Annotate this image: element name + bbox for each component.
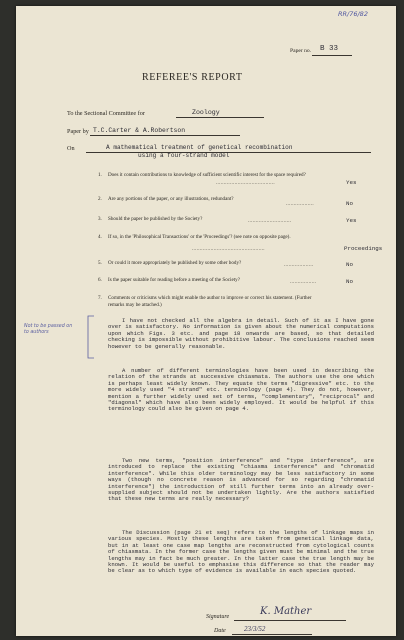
signature-label: Signature bbox=[206, 614, 230, 620]
paper-number-label: Paper no. bbox=[290, 48, 312, 54]
signature-value: K. Mather bbox=[260, 606, 312, 617]
answer-6: No bbox=[346, 278, 353, 285]
answer-4: Proceedings bbox=[344, 245, 383, 252]
question-4: 4. If so, in the 'Philosophical Transactions' or the 'Proceedings'? (see note on opposite page). bbox=[98, 234, 291, 240]
comment-paragraph-3: Two new terms, "position interference" and "type interference", are introduced to replace the existing "chiasma interference" and "chromatid interference". While this older terminology may be less satisfactory in some ways (though no concrete reason is advanced for so regarding "chromatid interference") the introduction of still further terms into an already over-supplied subject should not be undertaken lightly. Are the authors satisfied that these new terms are really necessary? bbox=[108, 457, 374, 503]
paper-title-line2: using a four-strand model bbox=[138, 152, 230, 159]
committee-value: Zoology bbox=[192, 109, 220, 116]
comment-paragraph-1: I have not checked all the algebra in detail. Such of it as I have gone over is satisfactory. No information is given about the numerical computations upon which Figs. 3 etc. and page 18 onwards are based, so that detailed checking is impossible without prohibitive labour. The conclusions reached seem however to be generally reasonable. bbox=[108, 317, 374, 350]
question-3: 3. Should the paper be published by the Society? bbox=[98, 216, 203, 222]
question-5: 5. Or could it more appropriately be published by some other body? bbox=[98, 260, 242, 266]
paper-title-line1: A mathematical treatment of genetical recombination bbox=[106, 144, 293, 151]
comment-paragraph-4: The Discussion (page 21 et seq) refers to the lengths of linkage maps in various species. Mostly these lengths are taken from genetical linkage data, but in at least one case map lengths are reconstructed from cytological counts of chiasmata. In the former case the lengths given must be minimal and the true lengths may in fact be much greater. In the latter case the true length may be known. It would be useful to emphasise this difference so that the reader may be clear as to which type of evidence is available in each species quoted. bbox=[108, 529, 374, 575]
paper-by-label: Paper by bbox=[67, 128, 89, 135]
date-value: 23/3/52 bbox=[244, 625, 266, 633]
report-page: RR/76/82 Paper no. B 33 REFEREE'S REPORT To the Sectional Committee for Zoology Paper by T.C.Carter & A.Robertson On A mathematical treatment of genetical recombination using a four-strand model 1. Does it contain contributions to knowledge of sufficient scientific interest for the space required? ...................................... Yes 2. Are any portions of the paper, or any illustrations, redundant? .................. No 3. Should the paper be published by the Society? ............................ Yes 4. If so, in the 'Philosophical Transactions' or the 'Proceedings'? (see note on opposite page). ............................................... Proceedings 5. Or could it more appropriately be published by some other body? ................... No 6. Is the paper suitable for reading before a meeting of the Society? ................. No 7. Comments or criticisms which might enable the author to improve or correct his statement. (Further remarks may be attached.) Not to be passed on to authors I have not checked all the algebra in detail. Such of it as I have gone over is satisfactory. No information is given about the numerical computations upon which Figs. 3 etc. and page 18 onwards are based, so that detailed checking is impossible without prohibitive labour. The conclusions reached seem however to be generally reasonable. A number of different terminologies have been used in describing the relation of the strands at successive chiasmata. The authors use the one which is perhaps least widely known. They equate the terms "digressive" etc. to the more widely used "4 strand" etc. terminology (page 4). They do not, however, mention a further widely used set of terms, "complementary", "reciprocal" and "diagonal" which have also been widely employed. It would be helpful if this terminology could also be given on page 4. Two new terms, "position interference" and "type interference", are introduced to replace the existing "chiasma interference" and "chromatid interference". While this older terminology may be less satisfactory in some ways (though no concrete reason is advanced for so regarding "chromatid interference") the introduction of still further terms into an already over-supplied subject should not be undertaken lightly. Are the authors satisfied that these new terms are really necessary? The Discussion (page 21 et seq) refers to the lengths of linkage maps in various species. Mostly these lengths are taken from genetical linkage data, but in at least one case map lengths are reconstructed from cytological counts of chiasmata. In the former case the lengths given must be minimal and the true lengths may in fact be much greater. In the latter case the true length may be known. It would be useful to emphasise this difference so that the reader may be clear as to which type of evidence is available in each species quoted. Signature K. Mather Date 23/3/52 bbox=[16, 6, 396, 636]
question-7: 7. Comments or criticisms which might enable the author to improve or correct his statement. (Further remarks may be attached.) bbox=[98, 295, 312, 308]
question-1: 1. Does it contain contributions to knowledge of sufficient scientific interest for the space required? bbox=[98, 172, 306, 178]
answer-2: No bbox=[346, 200, 353, 207]
answer-1: Yes bbox=[346, 179, 357, 186]
date-label: Date bbox=[214, 628, 226, 634]
committee-label: To the Sectional Committee for bbox=[67, 110, 145, 117]
question-2: 2. Are any portions of the paper, or any illustrations, redundant? bbox=[98, 196, 234, 202]
margin-note: Not to be passed on to authors bbox=[24, 324, 73, 335]
paper-number-value: B 33 bbox=[320, 45, 339, 53]
on-label: On bbox=[67, 145, 75, 152]
answer-3: Yes bbox=[346, 217, 357, 224]
archive-reference: RR/76/82 bbox=[338, 10, 368, 18]
answer-5: No bbox=[346, 261, 353, 268]
report-title: REFEREE'S REPORT bbox=[142, 72, 243, 83]
authors: T.C.Carter & A.Robertson bbox=[93, 127, 186, 134]
comment-paragraph-2: A number of different terminologies have been used in describing the relation of the strands at successive chiasmata. The authors use the one which is perhaps least widely known. They equate the terms "digressive" etc. to the more widely used "4 strand" etc. terminology (page 4). They do not, however, mention a further widely used set of terms, "complementary", "reciprocal" and "diagonal" which have also been widely employed. It would be helpful if this terminology could also be given on page 4. bbox=[108, 367, 374, 413]
question-6: 6. Is the paper suitable for reading before a meeting of the Society? bbox=[98, 277, 240, 283]
